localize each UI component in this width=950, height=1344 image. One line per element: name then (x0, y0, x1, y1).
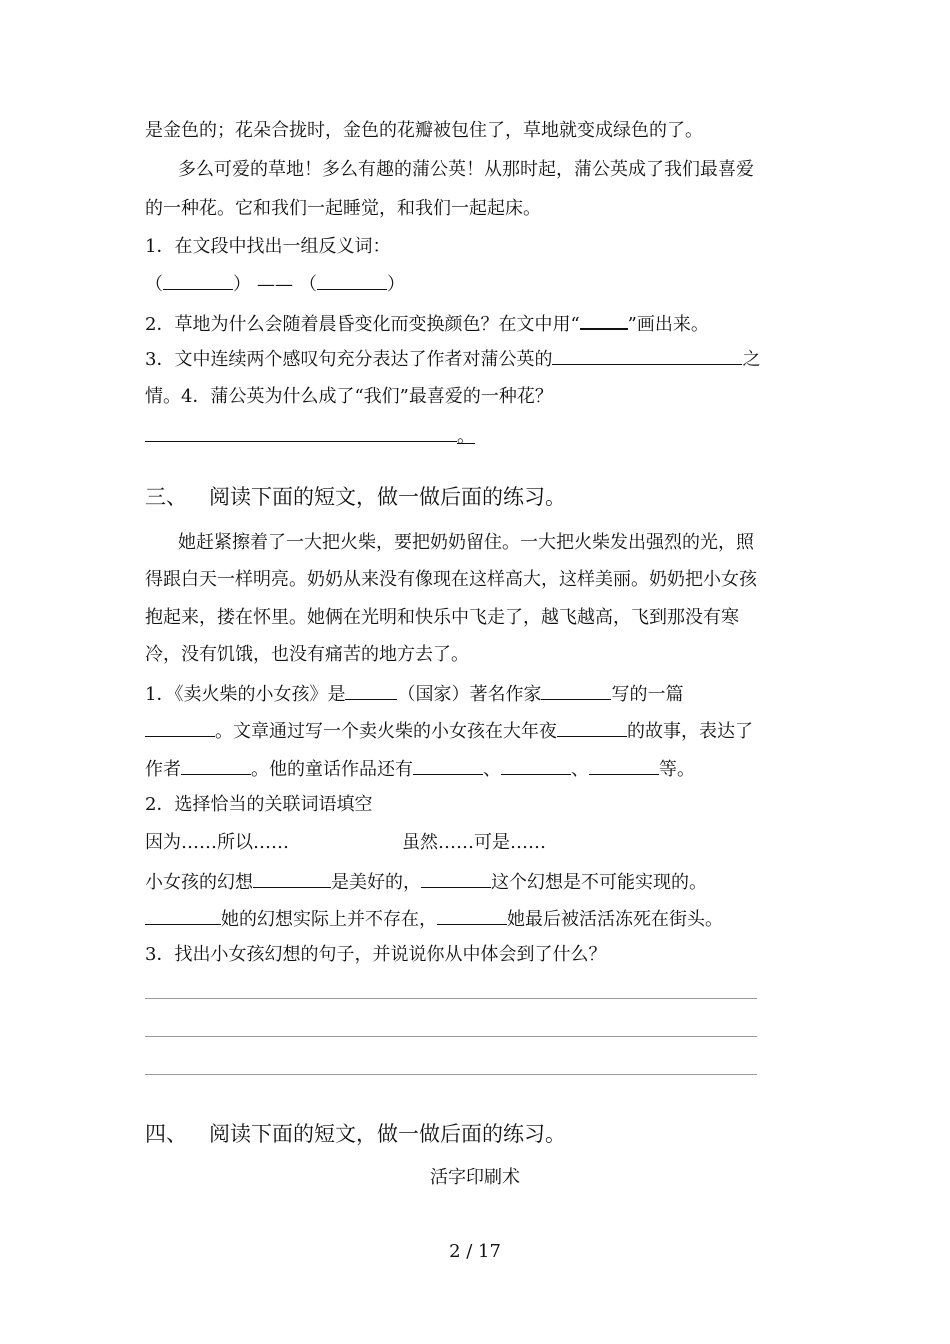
answer-blank[interactable] (253, 869, 331, 888)
separator: 、 (483, 759, 501, 780)
fill-sentence-2 (145, 906, 723, 932)
question-text: （国家）著名作家 (397, 684, 542, 705)
sentence-text: 她最后被活活冻死在街头。 (507, 909, 723, 930)
answer-blank[interactable] (181, 756, 251, 775)
answer-blank[interactable] (541, 681, 611, 700)
passage-line: 得跟白天一样明亮。奶奶从来没有像现在这样高大，这样美丽。奶奶把小女孩 (145, 569, 757, 590)
fill-sentence-1 (145, 869, 707, 895)
paren-close: ） (233, 274, 251, 295)
question-text: 。文章通过写一个卖火柴的小女孩在大年夜 (215, 721, 557, 742)
section-heading (145, 483, 566, 511)
conjunction-option: 虽然……可是…… (402, 832, 546, 853)
passage-line: 的一种花。它和我们一起睡觉，和我们一起起床。 (145, 198, 541, 219)
dash: —— (257, 274, 293, 295)
answer-line[interactable] (145, 1074, 757, 1075)
section-heading (145, 1120, 566, 1148)
question-text: 。他的童话作品还有 (251, 759, 413, 780)
answer-line[interactable] (145, 998, 757, 999)
answer-blank[interactable] (557, 718, 627, 737)
section-number: 四、 (145, 1122, 187, 1146)
section-number: 三、 (145, 485, 187, 509)
page-number: 2 / 17 (449, 1241, 501, 1262)
question-3-text: 3．文中连续两个感叹句充分表达了作者对蒲公英的 (145, 349, 553, 370)
question-text: 写的一篇 (611, 684, 684, 705)
answer-blank[interactable] (163, 271, 233, 290)
question-2: 2．选择恰当的关联词语填空 (145, 794, 373, 815)
conjunction-option: 因为……所以…… (145, 832, 289, 853)
period: 。 (457, 426, 475, 447)
paren-close: ） (387, 274, 405, 295)
question-text: 作者 (145, 759, 181, 780)
answer-blank[interactable] (145, 718, 215, 737)
question-4-answer (145, 423, 475, 449)
sentence-text: 小女孩的幻想 (145, 872, 253, 893)
passage-line: 多么可爱的草地！多么有趣的蒲公英！从那时起，蒲公英成了我们最喜爱 (178, 159, 754, 180)
passage-line: 她赶紧擦着了一大把火柴，要把奶奶留住。一大把火柴发出强烈的光，照 (178, 532, 754, 553)
section-title: 阅读下面的短文，做一做后面的练习。 (209, 1122, 566, 1146)
answer-blank[interactable] (552, 346, 742, 365)
passage-line: 抱起来，搂在怀里。她俩在光明和快乐中飞走了，越飞越高，飞到那没有寒 (145, 607, 739, 628)
passage-line: 冷，没有饥饿，也没有痛苦的地方去了。 (145, 644, 469, 665)
question-text: 的故事，表达了 (627, 721, 753, 742)
question-4: 情。4．蒲公英为什么成了“我们”最喜爱的一种花？ (145, 386, 553, 407)
sentence-text: 这个幻想是不可能实现的。 (491, 872, 707, 893)
question-1-cont (145, 718, 753, 744)
question-1 (145, 681, 683, 707)
question-2 (145, 310, 709, 337)
answer-blank[interactable] (317, 271, 387, 290)
question-3-text-end: 之 (742, 349, 761, 370)
question-3 (145, 346, 760, 372)
question-text: 等。 (659, 759, 695, 780)
antonym-blanks (145, 271, 405, 297)
sentence-text: 是美好的， (331, 872, 421, 893)
question-2-text: 2．草地为什么会随着晨昏变化而变换颜色？在文中用“ (145, 314, 580, 335)
question-2-text-end: ”画出来。 (627, 314, 709, 335)
answer-blank[interactable] (413, 756, 483, 775)
section-title: 阅读下面的短文，做一做后面的练习。 (209, 485, 566, 509)
paren-open: （ (299, 274, 317, 295)
answer-blank[interactable] (501, 756, 571, 775)
question-1: 1．在文段中找出一组反义词： (145, 236, 391, 257)
answer-blank[interactable] (345, 681, 397, 700)
question-3: 3．找出小女孩幻想的句子，并说说你从中体会到了什么？ (145, 944, 607, 965)
answer-blank[interactable] (421, 869, 491, 888)
paren-open: （ (145, 274, 163, 295)
answer-blank[interactable] (589, 756, 659, 775)
answer-blank[interactable] (145, 906, 221, 925)
passage-title: 活字印刷术 (430, 1167, 520, 1188)
question-text: 1．《卖火柴的小女孩》是 (145, 684, 346, 705)
passage-line: 是金色的；花朵合拢时，金色的花瓣被包住了，草地就变成绿色的了。 (145, 120, 703, 141)
question-1-cont (145, 756, 695, 782)
sentence-text: 她的幻想实际上并不存在， (221, 909, 437, 930)
answer-blank[interactable] (145, 423, 457, 442)
separator: 、 (571, 759, 589, 780)
answer-line[interactable] (145, 1036, 757, 1037)
answer-blank[interactable] (437, 906, 507, 925)
underline-sample (580, 310, 628, 330)
